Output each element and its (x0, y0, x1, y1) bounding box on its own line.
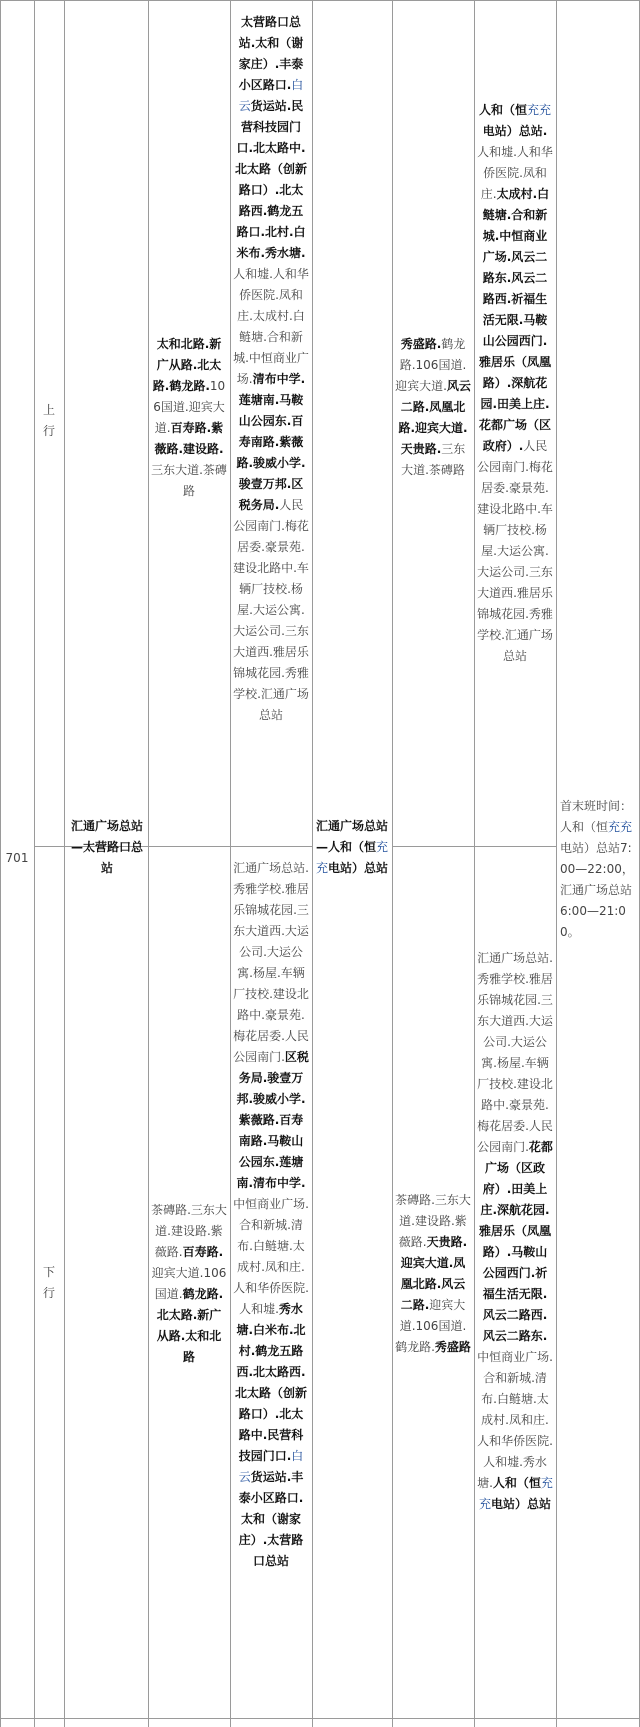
stop-text: 货运站.民营科技园门口.北太路中.北太路（创新路口）.北太路西.鹤龙五路口.北村.白米布.秀水塘. (234, 99, 307, 260)
stop-text: 人和（恒 (478, 103, 527, 117)
stop-text: 人和墟.人和华侨医院.凤和庄. (477, 145, 553, 201)
stop-text: 清布中学.莲塘南.马鞍山公园东.百寿南路.紫薇路.骏威小学.骏壹万邦.区税务局. (236, 372, 306, 512)
stop-text: 花都广场（区政府）.田美上庄.深航花园.雅居乐（凤凰路）.马鞍山公园西门.祈福生活无限.风云二路西.风云二路东. (478, 1140, 553, 1343)
stop-text: 人和（恒 (560, 820, 609, 834)
stop-text: 风云二路.凤凰北路.迎宾大道.天贵路. (398, 379, 471, 456)
stop-text: 三东大道.茶磚路 (401, 442, 466, 477)
stop-text: 中恒商业广场.合和新城.清布.白鲢塘.太成村.凤和庄.人和华侨医院.人和墟.秀水塘. (477, 1350, 553, 1490)
grid-line (64, 0, 65, 1727)
grid-line (230, 0, 231, 1727)
stop-text: 汇通广场总站.秀雅学校.雅居乐锦城花园.三东大道西.大运公司.大运公寓.杨屋.车辆厂技校.建设北路中.豪景苑.梅花居委.人民公园南门. (477, 951, 553, 1154)
route-endpoints-2 (314, 816, 390, 879)
stop-text: 区税务局.骏壹万邦.骏威小学.紫薇路.百寿南路.马鞍山公园东.莲塘南.清布中学. (236, 1050, 309, 1190)
stop-text: 人和墟.人和华侨医院.凤和庄.太成村.白鲢塘.合和新城.中恒商业广场. (233, 267, 309, 386)
stop-text: 人和（恒 (492, 1476, 541, 1490)
grid-line (0, 0, 640, 1)
stop-text: 百寿路.紫薇路.建设路. (154, 421, 224, 456)
stop-text: 中恒商业广场.合和新城.清布.白鲢塘.太成村.凤和庄.人和华侨医院.人和墟. (233, 1197, 309, 1316)
stops-down (233, 858, 309, 1572)
route-endpoints: 汇通广场总站—太营路口总站 (70, 819, 143, 875)
link-text[interactable]: 充充 (315, 840, 389, 875)
stop-text: 106国道.迎宾大道. (153, 379, 226, 435)
stop-text: 人民公园南门.梅花居委.豪景苑.建设北路中.车辆厂技校.杨屋.大运公寓.大运公司.三东大道西.雅居乐锦城花园.秀雅学校.汇通广场总站 (477, 439, 553, 663)
stop-text: 迎宾大道.106国道.鹤龙路. (395, 1298, 467, 1354)
stop-text: 茶磚路.三东大道.建设路.紫薇路. (151, 1203, 227, 1259)
stop-text: 天贵路.迎宾大道.凤凰北路.风云二路. (400, 1235, 468, 1312)
grid-line (148, 0, 149, 1727)
stop-text: 货运站.丰泰小区路口.太和（谢家庄）.太营路口总站 (238, 1470, 304, 1568)
link-text[interactable]: 白云 (238, 1449, 304, 1484)
grid-line (0, 1718, 640, 1719)
grid-line (312, 0, 313, 1727)
stops-down-2 (477, 948, 553, 1515)
main-roads-down (151, 1200, 227, 1368)
stops-up-2 (477, 100, 553, 667)
operating-hours (560, 796, 638, 943)
stop-text: 百寿路. (182, 1245, 224, 1259)
stop-text: 人民公园南门.梅花居委.豪景苑.建设北路中.车辆厂技校.杨屋.大运公寓.大运公司.三东大道西.雅居乐锦城花园.秀雅学校.汇通广场总站 (233, 498, 309, 722)
main-roads-up (151, 334, 227, 502)
stop-text: 秀盛路. (400, 337, 442, 351)
grid-line (392, 0, 393, 1727)
stop-text: 电站）总站. (482, 124, 548, 138)
stop-text: 电站）总站7:00—22:00，汇通广场总站6:00—21:00。 (560, 841, 634, 939)
stop-text: 太营路口总站.太和（谢家庄）.丰泰小区路口. (238, 15, 304, 92)
main-roads-down-2 (395, 1190, 471, 1358)
grid-line (230, 846, 312, 847)
stop-text: 秀盛路 (434, 1340, 471, 1354)
stop-text: 电站）总站 (328, 861, 389, 875)
link-text[interactable]: 充充 (608, 820, 633, 834)
stop-text: 汇通广场总站—人和（恒 (315, 819, 388, 854)
stop-text: 秀水塘.白米布.北村.鹤龙五路西.北太路西.北太路（创新路口）.北太路中.民营科技园门口. (234, 1302, 307, 1463)
stop-text: 太成村.白鲢塘.合和新城.中恒商业广场.风云二路东.风云二路西.祈福生活无限.马鞍山公园西门.雅居乐（凤凰路）.深航花园.田美上庄.花都广场（区政府）. (478, 187, 551, 453)
link-text[interactable]: 白云 (238, 78, 304, 113)
stop-text: 汇通广场总站.秀雅学校.雅居乐锦城花园.三东大道西.大运公司.大运公寓.杨屋.车辆厂技校.建设北路中.豪景苑.梅花居委.人民公园南门. (233, 861, 309, 1064)
stop-text: 太和北路.新广从路.北太路.鹤龙路. (152, 337, 222, 393)
stops-up (233, 12, 309, 726)
link-text[interactable]: 充充 (527, 103, 552, 117)
operating-hours-label: 首末班时间： (560, 799, 633, 813)
grid-line (474, 0, 475, 1727)
link-text[interactable]: 充充 (478, 1476, 553, 1511)
direction-up: 上行 (42, 403, 55, 438)
stop-text: 三东大道.茶磚路 (151, 463, 227, 498)
stop-text: 鹤龙路.106国道.迎宾大道. (395, 337, 467, 393)
grid-line (556, 0, 557, 1727)
stop-text: 茶磚路.三东大道.建设路.紫薇路. (395, 1193, 471, 1249)
stop-text: 迎宾大道.106国道. (151, 1266, 227, 1301)
main-roads-up-2 (395, 334, 471, 481)
direction-down: 下行 (42, 1265, 55, 1300)
route-number: 701 (5, 851, 29, 865)
grid-line (392, 846, 556, 847)
stop-text: 电站）总站 (491, 1497, 552, 1511)
stop-text: 鹤龙路.北太路.新广从路.太和北路 (156, 1287, 224, 1364)
grid-line (34, 0, 35, 1727)
